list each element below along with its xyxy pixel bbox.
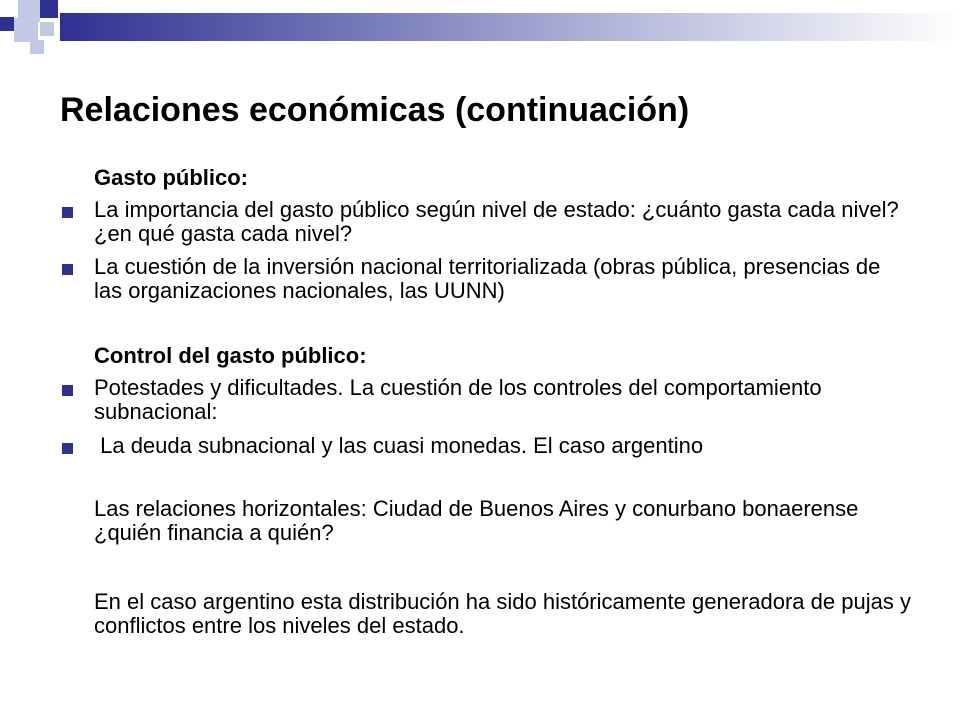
bullet-item: La importancia del gasto público según nivel de estado: ¿cuánto gasta cada nivel? ¿en qué gasta cada nivel?	[94, 197, 899, 246]
decor-square	[0, 17, 14, 31]
decor-square	[30, 40, 44, 54]
decor-square	[40, 22, 54, 36]
square-bullet-icon	[62, 264, 73, 275]
square-bullet-icon	[62, 385, 73, 396]
section-heading-control: Control del gasto público:	[94, 343, 367, 368]
square-bullet-icon	[62, 207, 73, 218]
paragraph: En el caso argentino esta distribución ha sido históricamente generadora de pujas y conflictos entre los niveles del estado.	[94, 589, 911, 638]
header-gradient-bar	[60, 13, 960, 41]
decor-square	[14, 18, 38, 42]
section-heading-gasto: Gasto público:	[94, 165, 248, 190]
square-bullet-icon	[62, 443, 73, 454]
paragraph: Las relaciones horizontales: Ciudad de Buenos Aires y conurbano bonaerense ¿quién financia a quién?	[94, 496, 859, 545]
decor-square	[40, 0, 58, 18]
bullet-item: La deuda subnacional y las cuasi monedas. El caso argentino	[94, 433, 704, 458]
slide-title: Relaciones económicas (continuación)	[60, 91, 690, 129]
bullet-item: La cuestión de la inversión nacional territorializada (obras pública, presencias de las organizaciones nacionales, las UUNN)	[94, 254, 881, 303]
bullet-item: Potestades y dificultades. La cuestión de los controles del comportamiento subnacional:	[94, 375, 822, 424]
